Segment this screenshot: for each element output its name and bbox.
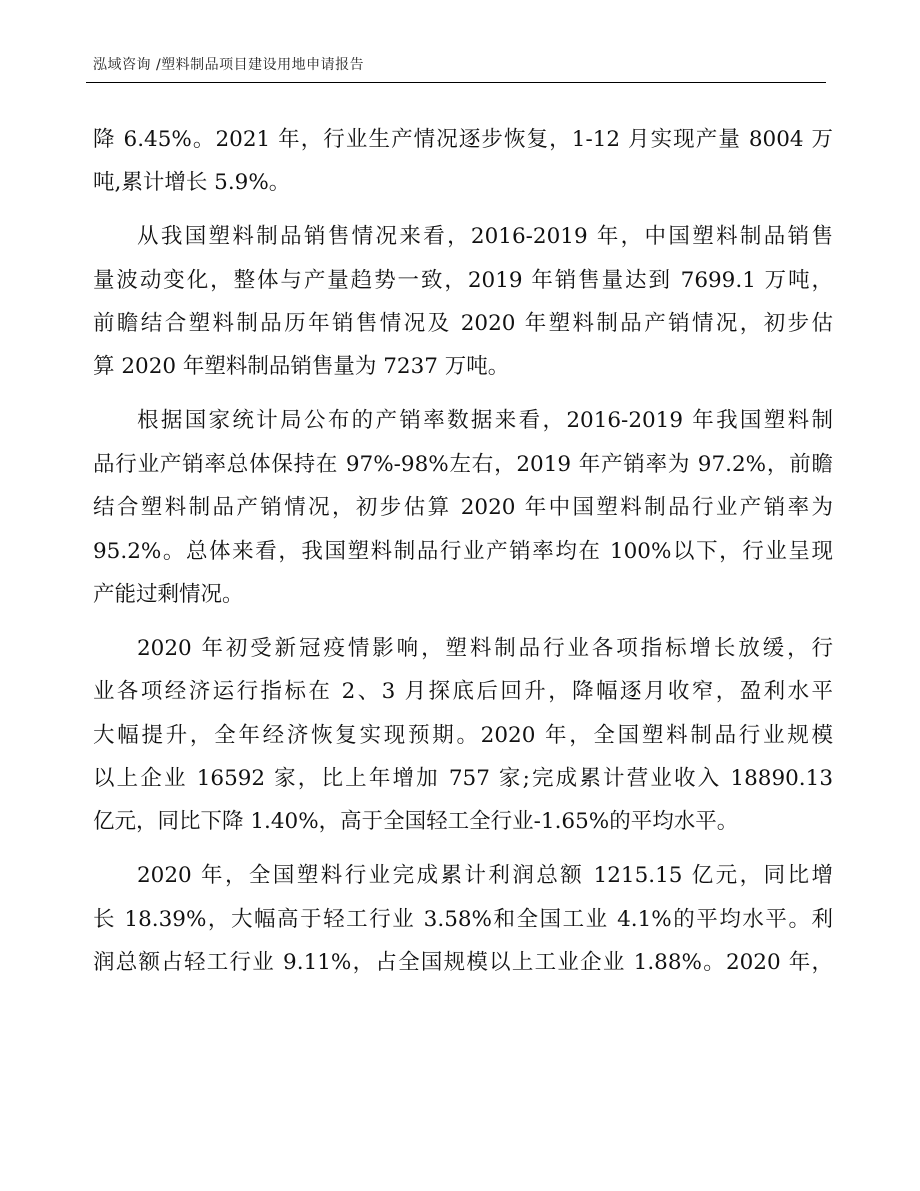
paragraph [93, 627, 833, 844]
paragraph [93, 854, 833, 984]
text-line: 品行业产销率总体保持在 97%-98%左右，2019 年产销率为 97.2%，前瞻 [93, 451, 833, 477]
text-line: 业各项经济运行指标在 2、3 月探底后回升，降幅逐月收窄，盈利水平 [93, 679, 833, 705]
paragraph [93, 118, 833, 205]
text-line: 2020 年初受新冠疫情影响，塑料制品行业各项指标增长放缓，行 [137, 635, 833, 661]
text-line: 亿元，同比下降 1.40%，高于全国轻工全行业-1.65%的平均水平。 [93, 809, 739, 835]
text-line: 长 18.39%，大幅高于轻工行业 3.58%和全国工业 4.1%的平均水平。利 [93, 906, 833, 932]
text-line: 前瞻结合塑料制品历年销售情况及 2020 年塑料制品产销情况，初步估 [93, 311, 833, 337]
text-line: 95.2%。总体来看，我国塑料制品行业产销率均在 100%以下，行业呈现 [93, 538, 833, 564]
text-line: 根据国家统计局公布的产销率数据来看，2016-2019 年我国塑料制 [137, 408, 833, 434]
paragraph-gap [93, 389, 833, 400]
paragraph-gap [93, 616, 833, 627]
paragraph [93, 215, 833, 389]
text-line: 算 2020 年塑料制品销售量为 7237 万吨。 [93, 354, 510, 380]
text-line: 降 6.45%。2021 年，行业生产情况逐步恢复，1-12 月实现产量 8004 万 [93, 127, 833, 152]
text-line: 量波动变化，整体与产量趋势一致，2019 年销售量达到 7699.1 万吨， [93, 267, 833, 293]
text-line: 吨,累计增长 5.9%。 [93, 170, 291, 196]
text-line: 产能过剩情况。 [93, 581, 244, 607]
page-header: 泓域咨询 /塑料制品项目建设用地申请报告 [93, 57, 365, 73]
paragraph [93, 399, 833, 616]
text-line: 大幅提升，全年经济恢复实现预期。2020 年，全国塑料制品行业规模 [93, 722, 833, 748]
header-divider [86, 82, 826, 83]
text-line: 从我国塑料制品销售情况来看，2016-2019 年，中国塑料制品销售 [137, 224, 833, 250]
text-line: 2020 年，全国塑料行业完成累计利润总额 1215.15 亿元，同比增 [137, 863, 833, 889]
paragraph-gap [93, 844, 833, 855]
document-body [93, 118, 833, 984]
paragraph-gap [93, 205, 833, 216]
text-line: 以上企业 16592 家，比上年增加 757 家;完成累计营业收入 18890.13 [93, 765, 833, 791]
text-line: 润总额占轻工行业 9.11%，占全国规模以上工业企业 1.88%。2020 年， [93, 950, 833, 976]
text-line: 结合塑料制品产销情况，初步估算 2020 年中国塑料制品行业产销率为 [93, 495, 833, 521]
